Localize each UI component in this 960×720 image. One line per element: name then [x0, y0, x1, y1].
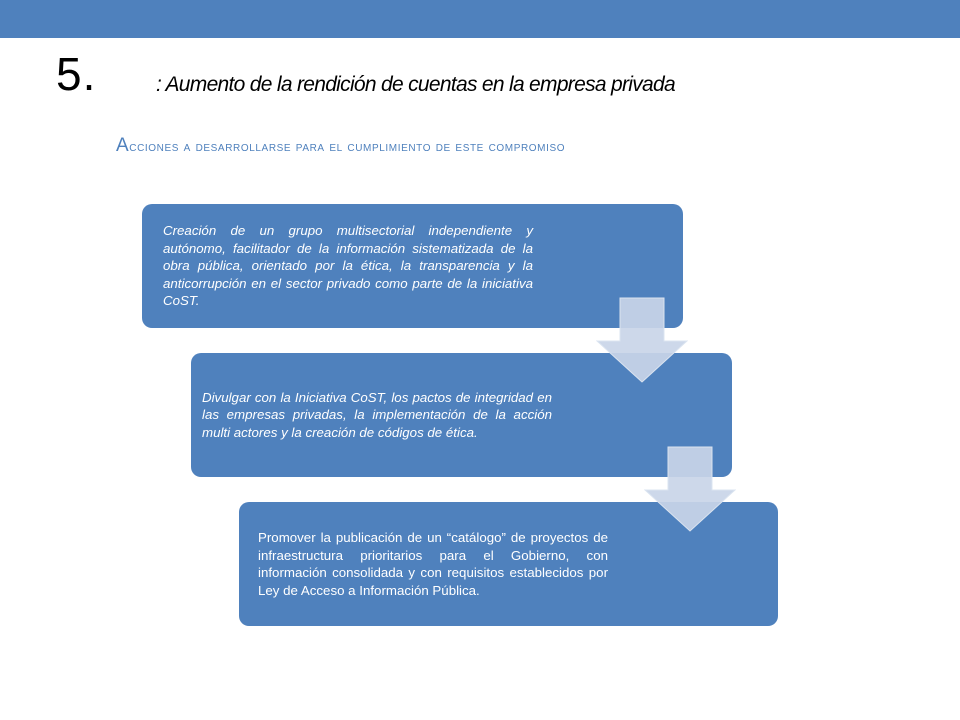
process-step-1-text: Creación de un grupo multisectorial independiente y autónomo, facilitador de la información sistematizada de la obra pública, orientado por la ética, la transparencia y la anticorrupción en el sector privado como parte de la iniciativa CoST.	[163, 223, 533, 309]
down-arrow-icon	[596, 297, 688, 383]
process-step-2-text: Divulgar con la Iniciativa CoST, los pactos de integridad en las empresas privadas, la implementación de la acción multi actores y la creación de códigos de ética.	[202, 389, 552, 440]
slide-number: 5.	[56, 48, 97, 100]
top-band	[0, 0, 960, 38]
process-step-3-text: Promover la publicación de un “catálogo” de proyectos de infraestructura prioritarios para el Gobierno, con información consolidada y con requisitos establecidos por Ley de Acceso a Información Pública.	[258, 530, 608, 598]
slide-subtitle: Acciones a desarrollarse para el cumplimiento de este compromiso	[116, 135, 566, 156]
down-arrow-icon	[644, 446, 736, 532]
slide-title: : Aumento de la rendición de cuentas en la empresa privada	[156, 73, 675, 96]
